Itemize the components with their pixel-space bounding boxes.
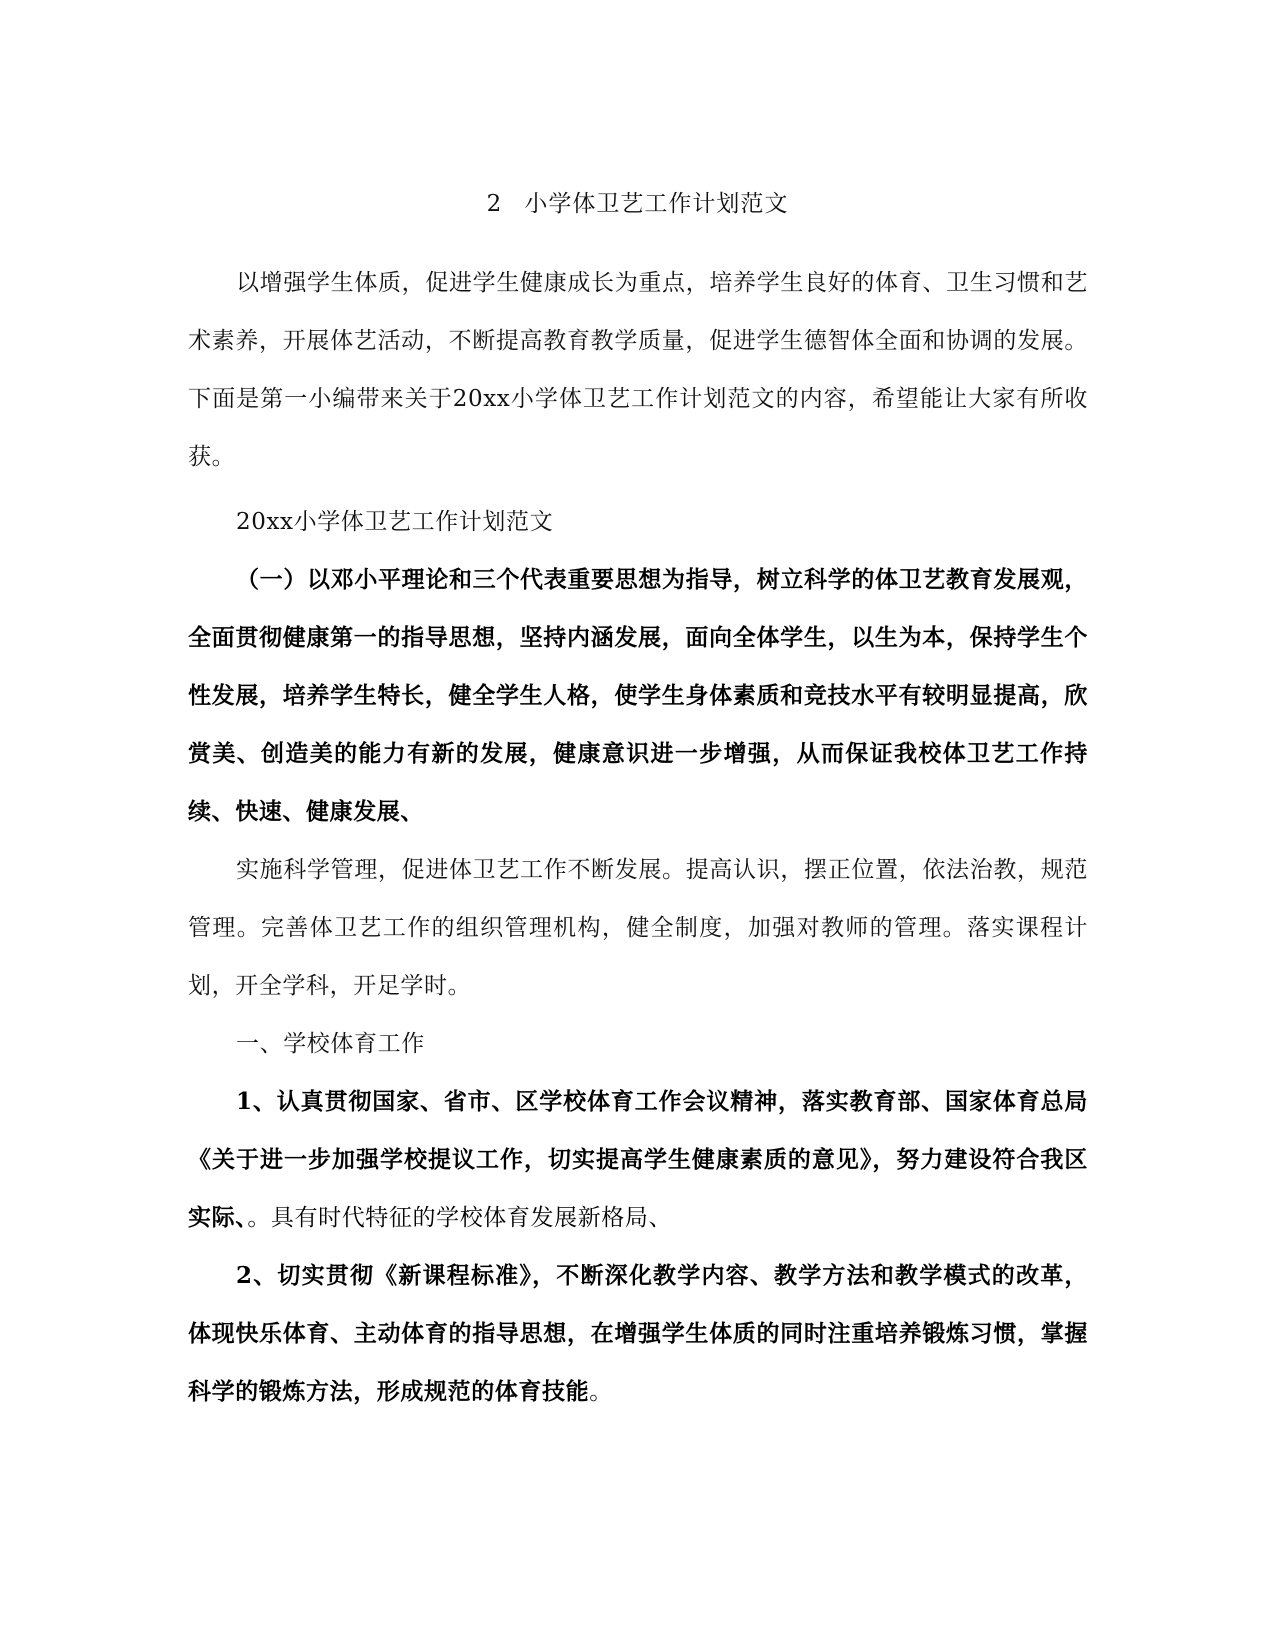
- guiding-ideology-paragraph: （一）以邓小平理论和三个代表重要思想为指导，树立科学的体卫艺教育发展观，全面贯彻健康第一的指导思想，坚持内涵发展，面向全体学生，以生为本，保持学生个性发展，培养学生特长，健全学生人格，使学生身体素质和竞技水平有较明显提高，欣赏美、创造美的能力有新的发展，健康意识进一步增强，从而保证我校体卫艺工作持续、快速、健康发展、: [188, 566, 1088, 825]
- item-2-text: 2、切实贯彻《新课程标准》，不断深化教学内容、教学方法和教学模式的改革，体现快乐体育、主动体育的指导思想，在增强学生体质的同时注重培养锻炼习惯，掌握科学的锻炼方法，形成规范的体育技能: [188, 1262, 1088, 1405]
- title-number: 2: [486, 191, 503, 217]
- document-title: [0, 188, 1275, 220]
- management-paragraph: 实施科学管理，促进体卫艺工作不断发展。提高认识，摆正位置，依法治教，规范管理。完善体卫艺工作的组织管理机构，健全制度，加强对教师的管理。落实课程计划，开全学科，开足学时。: [188, 857, 1088, 999]
- subtitle-paragraph: 20xx小学体卫艺工作计划范文: [236, 509, 554, 535]
- item-2-end: 。: [589, 1379, 613, 1405]
- section-heading-sports: 一、学校体育工作: [236, 1031, 425, 1057]
- title-text: 小学体卫艺工作计划范文: [524, 191, 789, 217]
- item-1-normal-text: 。具有时代特征的学校体育发展新格局、: [247, 1205, 673, 1231]
- item-1-bold-text: 1、认真贯彻国家、省市、区学校体育工作会议精神，落实教育部、国家体育总局《关于进一步加强学校提议工作，切实提高学生健康素质的意见》，努力建设符合我区实际、: [188, 1088, 1088, 1231]
- item-2-paragraph: [188, 1247, 1088, 1421]
- item-1-paragraph: [188, 1073, 1088, 1247]
- intro-paragraph: 以增强学生体质，促进学生健康成长为重点，培养学生良好的体育、卫生习惯和艺术素养，开展体艺活动，不断提高教育教学质量，促进学生德智体全面和协调的发展。下面是第一小编带来关于20xx小学体卫艺工作计划范文的内容，希望能让大家有所收获。: [188, 270, 1088, 470]
